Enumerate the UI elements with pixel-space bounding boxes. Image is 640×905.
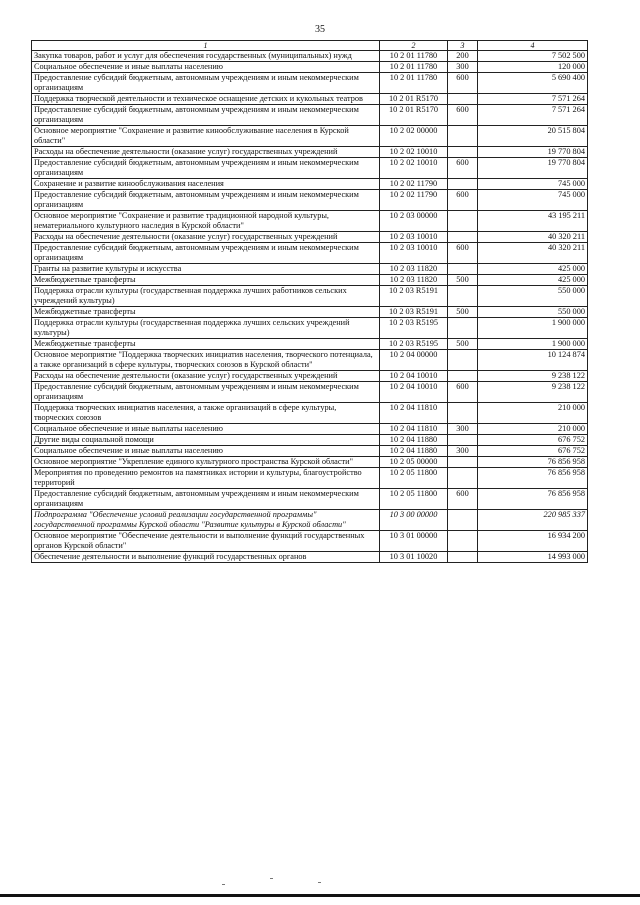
table-row [32,307,588,318]
cell-sum: 40 320 211 [478,243,588,264]
cell-type: 200 [448,51,478,62]
cell-name: Закупка товаров, работ и услуг для обеспечения государственных (муниципальных) нужд [32,51,380,62]
table-row [32,73,588,94]
cell-name: Основное мероприятие "Сохранение и развитие традиционной народной культуры, нематериального культурного наследия в Курской области" [32,211,380,232]
cell-name: Поддержка отрасли культуры (государственная поддержка лучших сельских учреждений культуры) [32,318,380,339]
cell-sum: 19 770 804 [478,147,588,158]
cell-code: 10 3 01 00000 [380,531,448,552]
cell-type: 300 [448,424,478,435]
cell-name: Социальное обеспечение и иные выплаты населению [32,62,380,73]
cell-name: Межбюджетные трансферты [32,275,380,286]
cell-type: 600 [448,73,478,94]
table-row [32,318,588,339]
cell-sum: 76 856 958 [478,457,588,468]
table-row [32,457,588,468]
cell-name: Расходы на обеспечение деятельности (оказание услуг) государственных учреждений [32,371,380,382]
cell-code: 10 2 04 11810 [380,403,448,424]
cell-type [448,403,478,424]
table-row [32,158,588,179]
cell-sum: 20 515 804 [478,126,588,147]
cell-name: Мероприятия по проведению ремонтов на памятниках истории и культуры, благоустройство территорий [32,468,380,489]
cell-name: Основное мероприятие "Сохранение и развитие кинообслуживание населения в Курской области" [32,126,380,147]
table-row [32,531,588,552]
cell-sum: 7 571 264 [478,94,588,105]
cell-name: Предоставление субсидий бюджетным, автономным учреждениям и иным некоммерческим организациям [32,243,380,264]
cell-type: 500 [448,275,478,286]
cell-type: 600 [448,382,478,403]
header-type-column: 3 [448,41,478,51]
header-sum-column: 4 [478,41,588,51]
cell-sum: 7 571 264 [478,105,588,126]
page-number: 35 [315,24,325,35]
cell-code: 10 2 03 R5195 [380,318,448,339]
table-body [32,51,588,563]
cell-code: 10 2 04 11880 [380,446,448,457]
table-row [32,232,588,243]
cell-name: Предоставление субсидий бюджетным, автономным учреждениям и иным некоммерческим организациям [32,73,380,94]
cell-type [448,531,478,552]
budget-table [31,40,588,563]
cell-code: 10 2 02 10010 [380,147,448,158]
cell-type: 500 [448,339,478,350]
cell-code: 10 2 04 11880 [380,435,448,446]
table-row [32,243,588,264]
table-row [32,51,588,62]
cell-type: 600 [448,105,478,126]
cell-sum: 745 000 [478,190,588,211]
cell-sum: 1 900 000 [478,339,588,350]
cell-name: Межбюджетные трансферты [32,307,380,318]
cell-code: 10 3 01 10020 [380,552,448,563]
cell-type [448,179,478,190]
cell-name: Основное мероприятие "Укрепление единого культурного пространства Курской области" [32,457,380,468]
table-row [32,211,588,232]
cell-name: Предоставление субсидий бюджетным, автономным учреждениям и иным некоммерческим организациям [32,105,380,126]
cell-type [448,94,478,105]
cell-sum: 14 993 000 [478,552,588,563]
table-row [32,190,588,211]
cell-name: Социальное обеспечение и иные выплаты населению [32,446,380,457]
cell-type [448,126,478,147]
cell-code: 10 2 04 10010 [380,382,448,403]
cell-name: Предоставление субсидий бюджетным, автономным учреждениям и иным некоммерческим организациям [32,489,380,510]
cell-code: 10 2 02 11790 [380,190,448,211]
table-row [32,62,588,73]
cell-name: Поддержка творческой деятельности и техническое оснащение детских и кукольных театров [32,94,380,105]
cell-sum: 76 856 958 [478,468,588,489]
cell-code: 10 2 03 10010 [380,243,448,264]
cell-code: 10 2 01 11780 [380,73,448,94]
table-row [32,94,588,105]
cell-code: 10 2 04 11810 [380,424,448,435]
footer-rule [0,894,640,897]
cell-name: Расходы на обеспечение деятельности (оказание услуг) государственных учреждений [32,147,380,158]
cell-type: 600 [448,190,478,211]
cell-type [448,147,478,158]
cell-name: Предоставление субсидий бюджетным, автономным учреждениям и иным некоммерческим организациям [32,382,380,403]
cell-sum: 550 000 [478,307,588,318]
cell-sum: 1 900 000 [478,318,588,339]
cell-code: 10 2 02 10010 [380,158,448,179]
cell-name: Предоставление субсидий бюджетным, автономным учреждениям и иным некоммерческим организациям [32,190,380,211]
cell-type: 300 [448,62,478,73]
table-row [32,424,588,435]
table-row [32,264,588,275]
cell-name: Межбюджетные трансферты [32,339,380,350]
cell-sum: 9 238 122 [478,382,588,403]
cell-code: 10 2 04 00000 [380,350,448,371]
table-row [32,510,588,531]
cell-code: 10 2 03 00000 [380,211,448,232]
cell-type [448,264,478,275]
table-row [32,468,588,489]
cell-sum: 676 752 [478,435,588,446]
cell-sum: 120 000 [478,62,588,73]
cell-type [448,552,478,563]
cell-sum: 43 195 211 [478,211,588,232]
cell-name: Расходы на обеспечение деятельности (оказание услуг) государственных учреждений [32,232,380,243]
table-row [32,403,588,424]
cell-type: 300 [448,446,478,457]
cell-name: Гранты на развитие культуры и искусства [32,264,380,275]
cell-code: 10 3 00 00000 [380,510,448,531]
cell-type [448,286,478,307]
cell-code: 10 2 04 10010 [380,371,448,382]
scan-speck [318,882,321,883]
table-row [32,446,588,457]
cell-code: 10 2 01 11780 [380,51,448,62]
table-row [32,489,588,510]
cell-sum: 16 934 200 [478,531,588,552]
cell-type: 600 [448,243,478,264]
cell-type [448,371,478,382]
cell-type [448,468,478,489]
header-code-column: 2 [380,41,448,51]
table-row [32,179,588,190]
table-row [32,552,588,563]
table-row [32,275,588,286]
table-row [32,105,588,126]
table-row [32,371,588,382]
cell-code: 10 2 05 00000 [380,457,448,468]
cell-name: Поддержка отрасли культуры (государственная поддержка лучших работников сельских учреждений культуры) [32,286,380,307]
cell-sum: 9 238 122 [478,371,588,382]
cell-sum: 210 000 [478,424,588,435]
cell-sum: 19 770 804 [478,158,588,179]
cell-name: Предоставление субсидий бюджетным, автономным учреждениям и иным некоммерческим организациям [32,158,380,179]
cell-sum: 425 000 [478,264,588,275]
cell-code: 10 2 03 11820 [380,275,448,286]
header-name-column: 1 [32,41,380,51]
cell-code: 10 2 03 R5195 [380,339,448,350]
cell-type [448,510,478,531]
table-row [32,147,588,158]
cell-code: 10 2 05 11800 [380,489,448,510]
cell-name: Основное мероприятие "Поддержка творческих инициатив населения, творческого потенциала, а также организаций в сфере культуры, творческих союзов в Курской области" [32,350,380,371]
cell-sum: 425 000 [478,275,588,286]
cell-name: Другие виды социальной помощи [32,435,380,446]
cell-name: Подпрограмма "Обеспечение условий реализации государственной программы" государственной программы Курской области "Развитие культуры в Курской области" [32,510,380,531]
cell-sum: 10 124 874 [478,350,588,371]
table-row [32,435,588,446]
cell-type [448,318,478,339]
cell-sum: 676 752 [478,446,588,457]
table-row [32,350,588,371]
cell-type [448,435,478,446]
cell-sum: 7 502 500 [478,51,588,62]
cell-sum: 220 985 337 [478,510,588,531]
cell-sum: 550 000 [478,286,588,307]
cell-type [448,457,478,468]
cell-sum: 210 000 [478,403,588,424]
table-row [32,286,588,307]
cell-code: 10 2 01 11780 [380,62,448,73]
cell-type: 500 [448,307,478,318]
table-row [32,382,588,403]
cell-code: 10 2 03 R5191 [380,286,448,307]
cell-code: 10 2 05 11800 [380,468,448,489]
cell-code: 10 2 02 11790 [380,179,448,190]
cell-type [448,350,478,371]
cell-sum: 76 856 958 [478,489,588,510]
cell-type: 600 [448,158,478,179]
cell-sum: 745 000 [478,179,588,190]
cell-code: 10 2 03 10010 [380,232,448,243]
cell-name: Социальное обеспечение и иные выплаты населению [32,424,380,435]
cell-type [448,211,478,232]
cell-code: 10 2 03 R5191 [380,307,448,318]
cell-type [448,232,478,243]
table-header-row [32,41,588,51]
cell-name: Поддержка творческих инициатив населения, а также организаций в сфере культуры, творческих союзов [32,403,380,424]
cell-code: 10 2 02 00000 [380,126,448,147]
cell-code: 10 2 01 R5170 [380,105,448,126]
cell-sum: 5 690 400 [478,73,588,94]
cell-name: Основное мероприятие "Обеспечение деятельности и выполнение функций государственных органов Курской области" [32,531,380,552]
scan-speck [222,884,225,885]
cell-code: 10 2 03 11820 [380,264,448,275]
scan-speck [270,878,273,879]
cell-code: 10 2 01 R5170 [380,94,448,105]
cell-type: 600 [448,489,478,510]
table-row [32,126,588,147]
cell-name: Сохранение и развитие кинообслуживания населения [32,179,380,190]
table-row [32,339,588,350]
cell-name: Обеспечение деятельности и выполнение функций государственных органов [32,552,380,563]
cell-sum: 40 320 211 [478,232,588,243]
